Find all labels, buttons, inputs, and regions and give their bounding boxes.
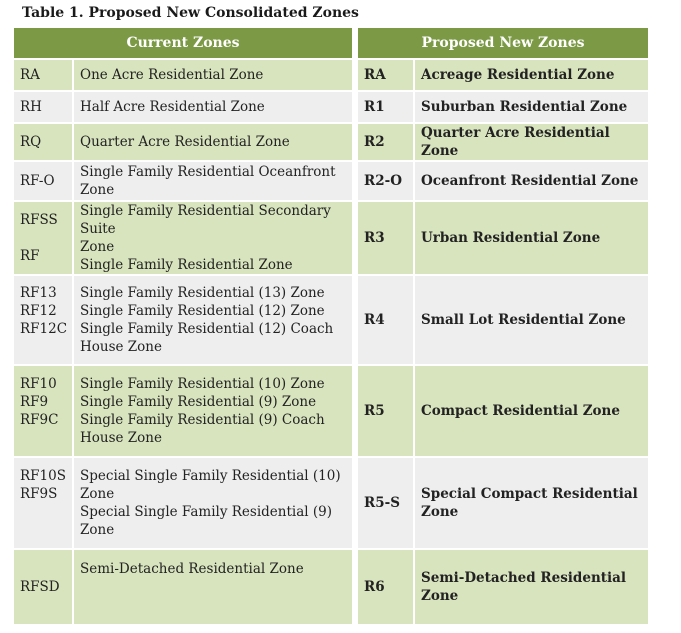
current-name-line: Semi-Detached Residential Zone: [80, 561, 304, 577]
proposed-zone-name: Acreage Residential Zone: [414, 59, 649, 91]
current-code-line: RH: [20, 99, 42, 115]
table-row: [13, 201, 649, 275]
current-code-line: [20, 429, 66, 447]
current-name-line: Single Family Residential (10) Zone: [80, 376, 325, 392]
zones-table: [12, 26, 650, 626]
proposed-zone-code: R6: [357, 549, 414, 625]
current-code-line: RA: [20, 67, 40, 83]
current-zone-name: [73, 201, 353, 275]
current-name-line: Quarter Acre Residential Zone: [80, 134, 290, 150]
proposed-zone-code: RA: [357, 59, 414, 91]
table-caption: Table 1. Proposed New Consolidated Zones: [22, 5, 359, 21]
table-row: [13, 59, 649, 91]
current-name-line: House Zone: [80, 339, 162, 355]
header-current-zones: Current Zones: [13, 27, 353, 59]
current-code-line: RF10: [20, 376, 57, 392]
current-name-line: Zone: [80, 486, 115, 502]
current-code-line: RF9S: [20, 486, 58, 502]
current-zone-name: [73, 91, 353, 123]
current-code-line: RF12: [20, 303, 57, 319]
proposed-zone-name: Quarter Acre Residential Zone: [414, 123, 649, 161]
current-code-line: RFSS: [20, 212, 58, 228]
current-code-line: RQ: [20, 134, 42, 150]
proposed-zone-name: Urban Residential Zone: [414, 201, 649, 275]
current-zone-name: [73, 59, 353, 91]
current-code-line: RF10S: [20, 468, 66, 484]
current-zone-code: [13, 365, 73, 457]
table-row: [13, 275, 649, 365]
current-zone-name: [73, 457, 353, 549]
table-row: [13, 457, 649, 549]
current-name-line: Single Family Residential (13) Zone: [80, 285, 325, 301]
current-zone-name: [73, 161, 353, 201]
current-name-line: Special Single Family Residential (9): [80, 504, 333, 520]
current-code-line: RF-O: [20, 173, 55, 189]
current-name-line: Zone: [80, 522, 115, 538]
current-code-line: [20, 338, 66, 356]
current-zone-code: [13, 275, 73, 365]
current-code-line: [20, 229, 66, 247]
table-header-row: [13, 27, 649, 59]
proposed-zone-code: R1: [357, 91, 414, 123]
current-name-line: House Zone: [80, 430, 162, 446]
current-name-line: Single Family Residential Zone: [80, 257, 293, 273]
proposed-zone-code: R4: [357, 275, 414, 365]
current-name-line: Single Family Residential Secondary Suite: [80, 203, 331, 237]
current-name-line: Half Acre Residential Zone: [80, 99, 265, 115]
current-zone-name: [73, 365, 353, 457]
proposed-zone-name: Suburban Residential Zone: [414, 91, 649, 123]
current-name-line: Single Family Residential (12) Zone: [80, 303, 325, 319]
table-row: [13, 161, 649, 201]
current-zone-code: [13, 59, 73, 91]
current-name-line: Zone: [80, 239, 115, 255]
table-row: [13, 91, 649, 123]
current-zone-code: [13, 201, 73, 275]
current-zone-code: [13, 457, 73, 549]
current-zone-name: [73, 549, 353, 625]
proposed-zone-name: Small Lot Residential Zone: [414, 275, 649, 365]
proposed-zone-code: R5: [357, 365, 414, 457]
current-name-line: Single Family Residential (12) Coach: [80, 321, 334, 337]
header-proposed-zones: Proposed New Zones: [357, 27, 649, 59]
current-zone-code: [13, 549, 73, 625]
current-name-line: Single Family Residential (9) Zone: [80, 394, 317, 410]
current-name-line: Special Single Family Residential (10): [80, 468, 341, 484]
proposed-zone-name: Special Compact Residential Zone: [414, 457, 649, 549]
current-code-line: RF9: [20, 394, 49, 410]
proposed-zone-code: R2-O: [357, 161, 414, 201]
current-zone-code: [13, 161, 73, 201]
current-zone-code: [13, 123, 73, 161]
current-code-line: RFSD: [20, 579, 60, 595]
proposed-zone-name: Oceanfront Residential Zone: [414, 161, 649, 201]
current-name-line: Zone: [80, 182, 115, 198]
table-row: [13, 549, 649, 625]
current-name-line: Single Family Residential Oceanfront: [80, 164, 336, 180]
current-code-line: RF9C: [20, 412, 59, 428]
current-name-line: Single Family Residential (9) Coach: [80, 412, 325, 428]
current-code-line: RF12C: [20, 321, 68, 337]
table-row: [13, 365, 649, 457]
current-code-line: RF13: [20, 285, 57, 301]
proposed-zone-name: Compact Residential Zone: [414, 365, 649, 457]
current-code-line: [20, 503, 66, 521]
current-code-line: [20, 521, 66, 539]
current-name-line: One Acre Residential Zone: [80, 67, 264, 83]
current-zone-code: [13, 91, 73, 123]
proposed-zone-name: Semi-Detached Residential Zone: [414, 549, 649, 625]
proposed-zone-code: R5-S: [357, 457, 414, 549]
proposed-zone-code: R3: [357, 201, 414, 275]
current-zone-name: [73, 275, 353, 365]
table-row: [13, 123, 649, 161]
current-code-line: RF: [20, 248, 40, 264]
proposed-zone-code: R2: [357, 123, 414, 161]
current-zone-name: [73, 123, 353, 161]
